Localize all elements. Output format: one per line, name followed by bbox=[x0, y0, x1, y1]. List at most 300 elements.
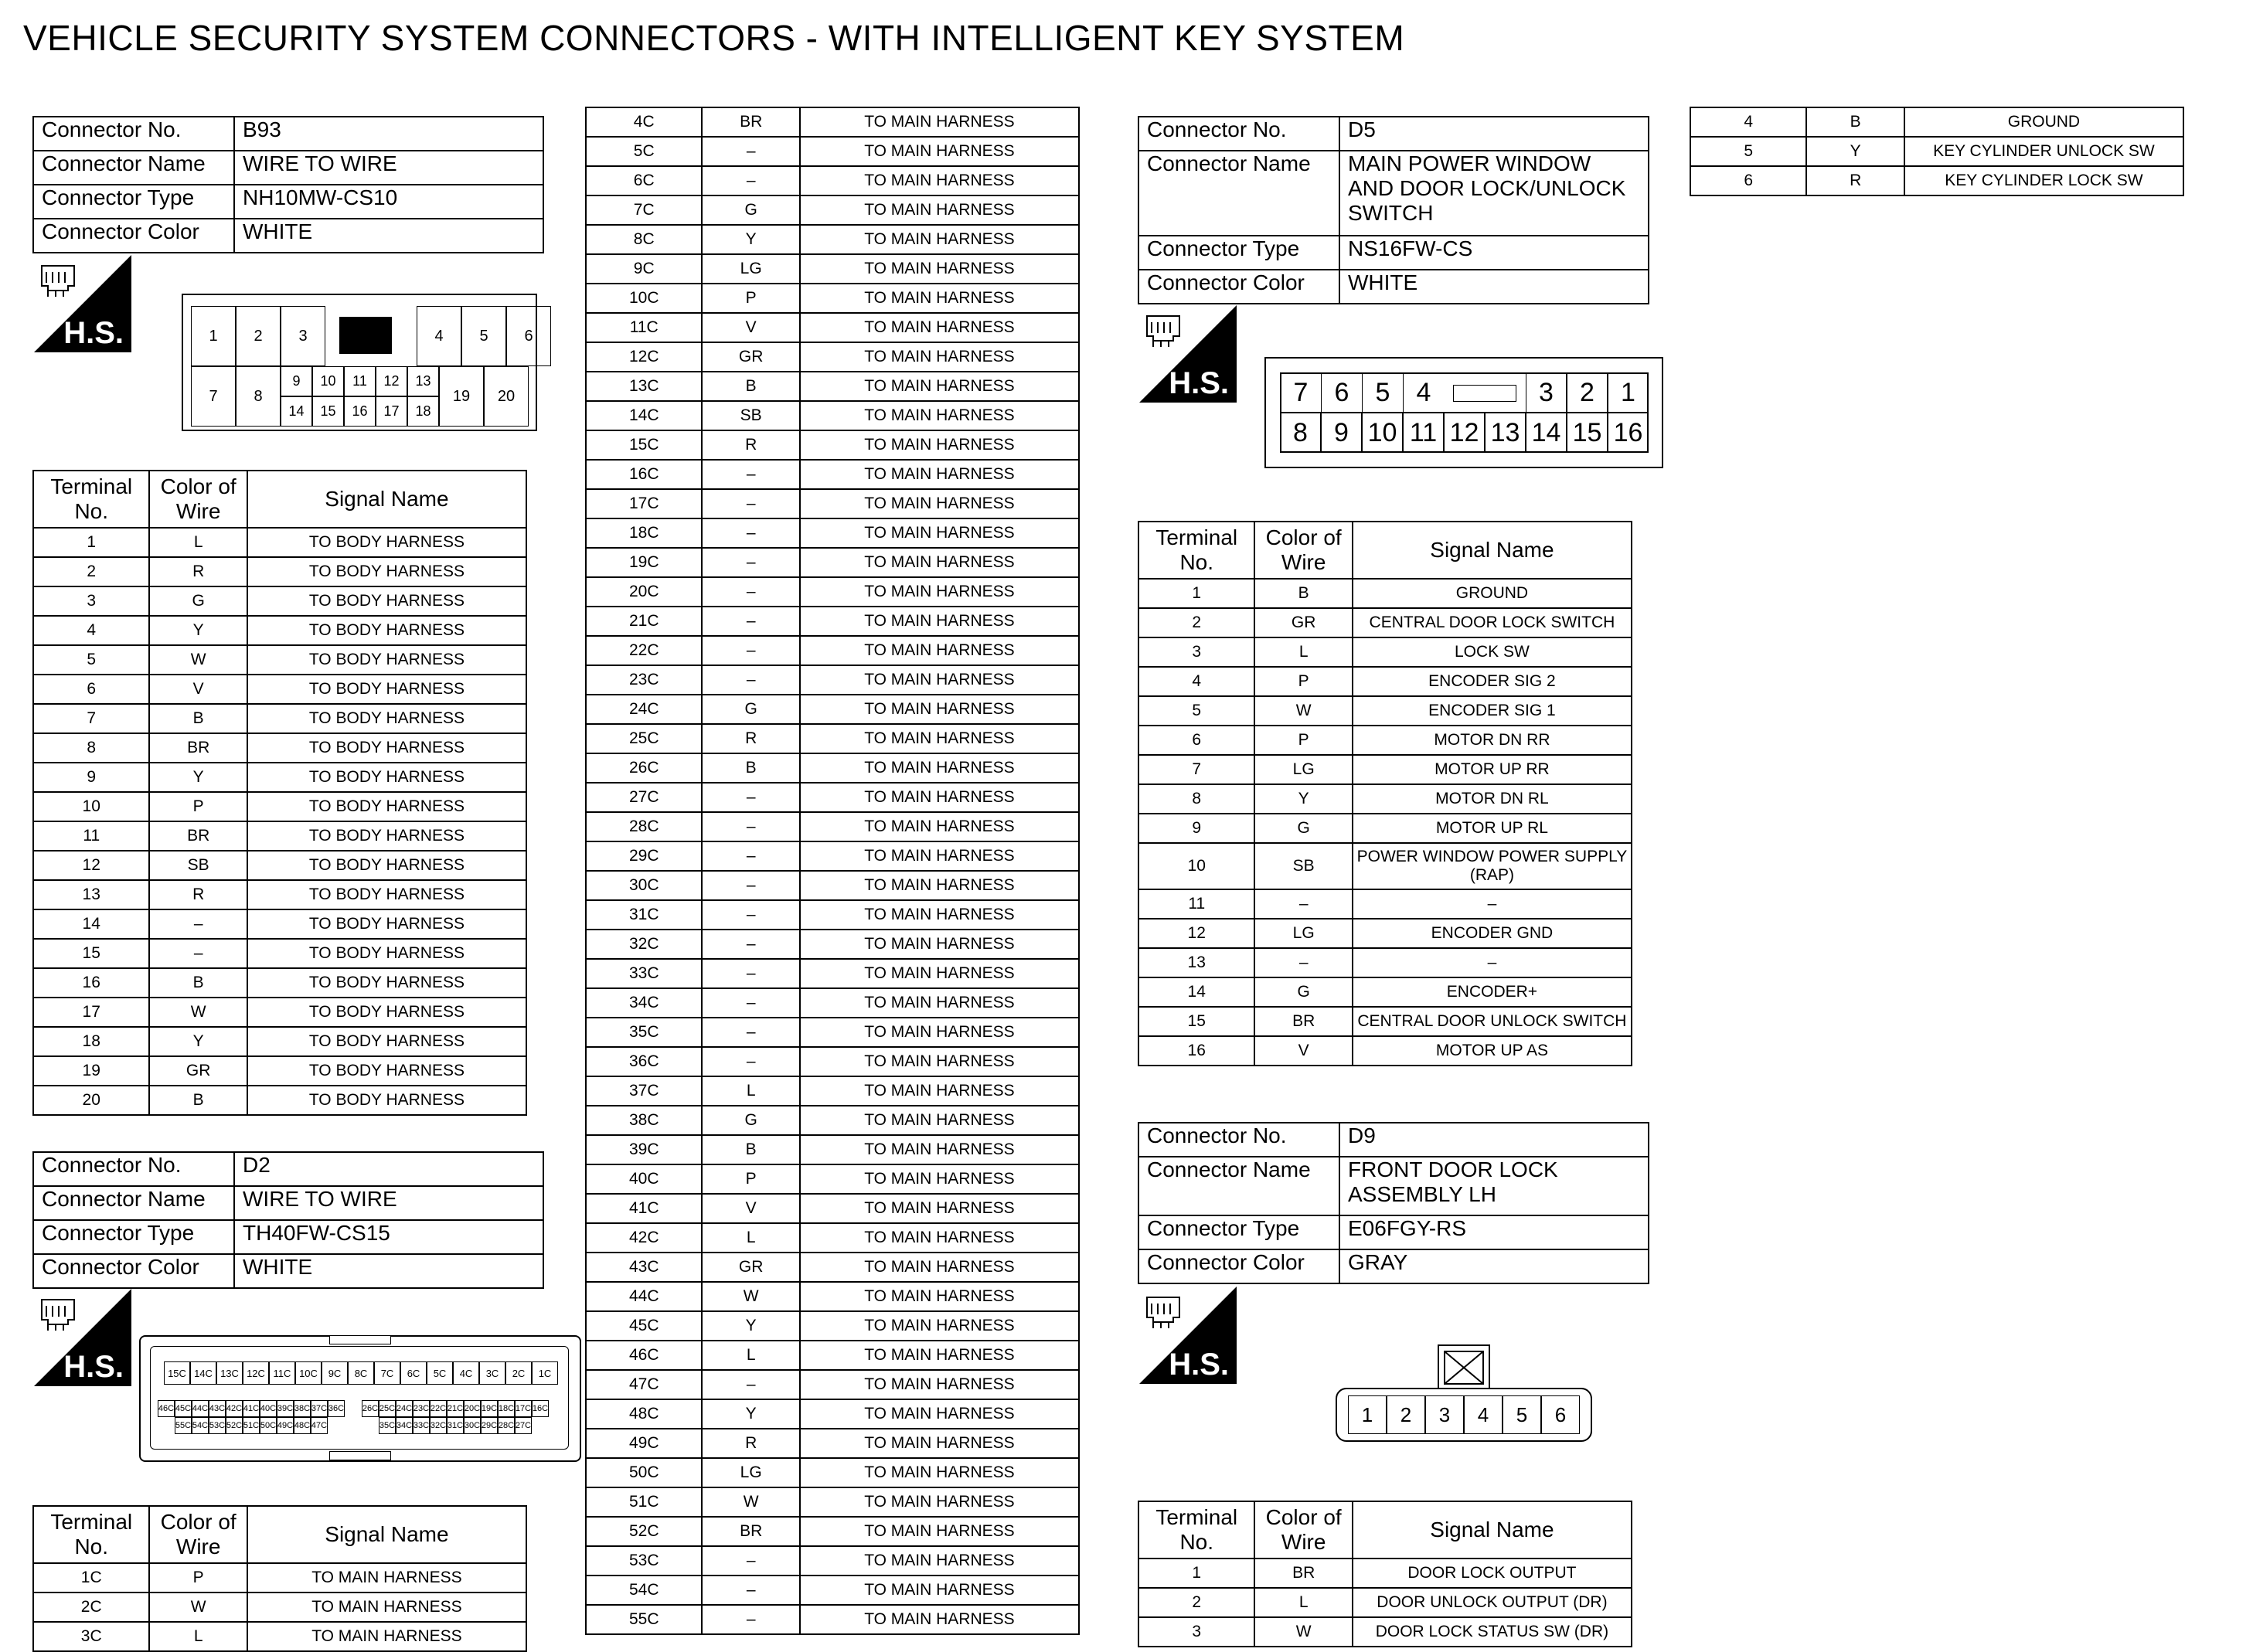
table-row bbox=[33, 968, 526, 998]
wire-color-cell: W bbox=[149, 1593, 247, 1622]
table-row bbox=[586, 342, 1079, 372]
table-row bbox=[586, 1194, 1079, 1223]
d9-name: FRONT DOOR LOCK ASSEMBLY LH bbox=[1339, 1157, 1649, 1215]
signal-name-cell: TO MAIN HARNESS bbox=[800, 1370, 1079, 1399]
terminal-no-cell: 20C bbox=[586, 577, 702, 607]
signal-name-cell: TO MAIN HARNESS bbox=[800, 401, 1079, 430]
label-connector-color: Connector Color bbox=[1138, 270, 1339, 304]
pin-cell: 15C bbox=[164, 1361, 190, 1385]
wire-color-cell: V bbox=[702, 313, 799, 342]
terminal-no-cell: 3 bbox=[1138, 637, 1254, 667]
terminal-no-cell: 5 bbox=[1138, 696, 1254, 726]
pin-cell: 7 bbox=[191, 366, 236, 427]
wire-color-cell: – bbox=[702, 930, 799, 959]
wire-color-cell: G bbox=[1254, 814, 1352, 843]
terminal-no-cell: 49C bbox=[586, 1429, 702, 1458]
terminal-no-cell: 42C bbox=[586, 1223, 702, 1253]
pin-cell: 28C bbox=[498, 1417, 515, 1434]
signal-name-cell: ENCODER GND bbox=[1353, 919, 1632, 948]
wire-color-cell: Y bbox=[149, 763, 247, 792]
label-connector-no: Connector No. bbox=[33, 1152, 234, 1186]
page-title: VEHICLE SECURITY SYSTEM CONNECTORS - WITH INTELLIGENT KEY SYSTEM bbox=[23, 18, 1405, 58]
label-connector-type: Connector Type bbox=[1138, 1215, 1339, 1249]
pin-cell: 15 bbox=[312, 396, 344, 427]
pin-cell: 45C bbox=[175, 1400, 192, 1417]
wire-color-cell: P bbox=[149, 792, 247, 821]
pin-cell: 30C bbox=[464, 1417, 481, 1434]
d5-name: MAIN POWER WINDOW AND DOOR LOCK/UNLOCK SWITCH bbox=[1339, 151, 1649, 236]
terminal-no-cell: 1 bbox=[1138, 1559, 1254, 1588]
signal-name-cell: TO BODY HARNESS bbox=[247, 998, 526, 1027]
wire-color-cell: – bbox=[702, 871, 799, 900]
wire-color-cell: – bbox=[149, 939, 247, 968]
table-row bbox=[33, 616, 526, 645]
signal-name-cell: TO MAIN HARNESS bbox=[247, 1563, 526, 1593]
label-connector-no: Connector No. bbox=[1138, 1123, 1339, 1157]
terminal-no-cell: 26C bbox=[586, 753, 702, 783]
table-row bbox=[586, 1047, 1079, 1076]
wire-color-cell: W bbox=[149, 998, 247, 1027]
signal-name-cell: TO MAIN HARNESS bbox=[800, 342, 1079, 372]
terminal-no-cell: 6 bbox=[1138, 726, 1254, 755]
wire-color-cell: G bbox=[702, 1106, 799, 1135]
terminal-no-cell: 46C bbox=[586, 1341, 702, 1370]
terminal-no-cell: 2 bbox=[33, 557, 149, 586]
signal-name-cell: ENCODER SIG 1 bbox=[1353, 696, 1632, 726]
pin-cell: 17C bbox=[515, 1400, 532, 1417]
signal-name-cell: KEY CYLINDER UNLOCK SW bbox=[1904, 137, 2183, 166]
table-row bbox=[1138, 1559, 1632, 1588]
signal-name-cell: TO MAIN HARNESS bbox=[800, 1311, 1079, 1341]
header-signal-name: Signal Name bbox=[1353, 522, 1632, 579]
terminal-no-cell: 43C bbox=[586, 1253, 702, 1282]
pin-cell: 16 bbox=[1608, 413, 1649, 453]
terminal-no-cell: 18 bbox=[33, 1027, 149, 1056]
terminal-no-cell: 53C bbox=[586, 1546, 702, 1576]
connector-latch bbox=[329, 1335, 391, 1344]
signal-name-cell: LOCK SW bbox=[1353, 637, 1632, 667]
signal-name-cell: TO MAIN HARNESS bbox=[800, 988, 1079, 1018]
label-connector-name: Connector Name bbox=[1138, 1157, 1339, 1215]
terminal-no-cell: 32C bbox=[586, 930, 702, 959]
table-row bbox=[1138, 1036, 1632, 1066]
signal-name-cell: – bbox=[1353, 889, 1632, 919]
pin-cell: 35C bbox=[379, 1417, 396, 1434]
signal-name-cell: TO BODY HARNESS bbox=[247, 1056, 526, 1086]
terminal-no-cell: 19 bbox=[33, 1056, 149, 1086]
wire-color-cell: B bbox=[149, 1086, 247, 1115]
wire-color-cell: SB bbox=[149, 851, 247, 880]
terminal-no-cell: 4C bbox=[586, 107, 702, 137]
signal-name-cell: MOTOR UP RR bbox=[1353, 755, 1632, 784]
pin-cell: 6 bbox=[1321, 372, 1362, 413]
signal-name-cell: TO MAIN HARNESS bbox=[800, 607, 1079, 636]
table-row bbox=[586, 1370, 1079, 1399]
pin-cell: 41C bbox=[243, 1400, 260, 1417]
terminal-no-cell: 4 bbox=[1690, 107, 1806, 137]
table-row bbox=[586, 665, 1079, 695]
wire-color-cell: – bbox=[702, 577, 799, 607]
pin-cell: 4 bbox=[1403, 372, 1444, 413]
wire-color-cell: – bbox=[702, 1605, 799, 1634]
pin-cell: 29C bbox=[481, 1417, 498, 1434]
table-row bbox=[33, 586, 526, 616]
signal-name-cell: TO MAIN HARNESS bbox=[800, 783, 1079, 812]
pin-cell: 9 bbox=[281, 366, 312, 396]
pin-cell: 3C bbox=[479, 1361, 505, 1385]
pin-cell: 43C bbox=[209, 1400, 226, 1417]
label-connector-type: Connector Type bbox=[33, 185, 234, 219]
table-row bbox=[586, 1106, 1079, 1135]
table-row bbox=[33, 1086, 526, 1115]
table-row bbox=[586, 636, 1079, 665]
signal-name-cell: CENTRAL DOOR LOCK SWITCH bbox=[1353, 608, 1632, 637]
wire-color-cell: R bbox=[702, 724, 799, 753]
terminal-no-cell: 1 bbox=[1138, 579, 1254, 608]
signal-name-cell: – bbox=[1353, 948, 1632, 977]
table-row bbox=[33, 939, 526, 968]
terminal-no-cell: 10C bbox=[586, 284, 702, 313]
terminal-no-cell: 54C bbox=[586, 1576, 702, 1605]
table-row bbox=[586, 607, 1079, 636]
signal-name-cell: TO MAIN HARNESS bbox=[800, 1546, 1079, 1576]
label-connector-color: Connector Color bbox=[33, 219, 234, 253]
pin-cell: 3 bbox=[1425, 1395, 1464, 1434]
terminal-no-cell: 5 bbox=[1690, 137, 1806, 166]
table-row bbox=[33, 733, 526, 763]
pin-cell: 24C bbox=[396, 1400, 413, 1417]
pin-cell: 27C bbox=[515, 1417, 532, 1434]
label-connector-name: Connector Name bbox=[33, 1186, 234, 1220]
wire-color-cell: – bbox=[702, 518, 799, 548]
pin-cell: 48C bbox=[294, 1417, 311, 1434]
pin-cell: 37C bbox=[311, 1400, 328, 1417]
wire-color-cell: R bbox=[149, 880, 247, 909]
terminal-no-cell: 1C bbox=[33, 1563, 149, 1593]
d9-color: GRAY bbox=[1339, 1249, 1649, 1283]
pin-cell: 6C bbox=[400, 1361, 427, 1385]
terminal-no-cell: 11 bbox=[1138, 889, 1254, 919]
wire-color-cell: R bbox=[702, 430, 799, 460]
signal-name-cell: TO BODY HARNESS bbox=[247, 851, 526, 880]
table-row bbox=[586, 1399, 1079, 1429]
table-row bbox=[1138, 667, 1632, 696]
wire-color-cell: W bbox=[1254, 1617, 1352, 1647]
signal-name-cell: TO MAIN HARNESS bbox=[800, 107, 1079, 137]
table-row bbox=[33, 1593, 526, 1622]
wire-color-cell: BR bbox=[702, 107, 799, 137]
pin-cell: 11 bbox=[1403, 413, 1444, 453]
table-row bbox=[586, 1164, 1079, 1194]
pin-cell: 11 bbox=[344, 366, 376, 396]
signal-name-cell: TO BODY HARNESS bbox=[247, 968, 526, 998]
pin-cell: 39C bbox=[277, 1400, 294, 1417]
wire-color-cell: L bbox=[149, 1622, 247, 1651]
terminal-no-cell: 15 bbox=[33, 939, 149, 968]
signal-name-cell: TO MAIN HARNESS bbox=[800, 489, 1079, 518]
wire-color-cell: Y bbox=[149, 616, 247, 645]
table-row bbox=[586, 518, 1079, 548]
label-connector-type: Connector Type bbox=[33, 1220, 234, 1254]
d2-no: D2 bbox=[234, 1152, 543, 1186]
header-color-of-wire: Color of Wire bbox=[149, 1506, 247, 1563]
pin-cell: 2 bbox=[1387, 1395, 1425, 1434]
wire-color-cell: B bbox=[149, 968, 247, 998]
pin-cell: 7C bbox=[374, 1361, 400, 1385]
signal-name-cell: TO MAIN HARNESS bbox=[800, 1282, 1079, 1311]
d5-color: WHITE bbox=[1339, 270, 1649, 304]
signal-name-cell: TO MAIN HARNESS bbox=[800, 137, 1079, 166]
signal-name-cell: TO MAIN HARNESS bbox=[800, 1135, 1079, 1164]
wire-color-cell: GR bbox=[1254, 608, 1352, 637]
terminal-no-cell: 14C bbox=[586, 401, 702, 430]
connector-diagram-d2 bbox=[139, 1335, 581, 1462]
pin-cell: 16 bbox=[344, 396, 376, 427]
table-row bbox=[33, 1622, 526, 1651]
header-color-of-wire: Color of Wire bbox=[1254, 1501, 1352, 1559]
terminal-no-cell: 13 bbox=[1138, 948, 1254, 977]
harness-side-icon bbox=[34, 255, 131, 352]
terminal-no-cell: 9 bbox=[1138, 814, 1254, 843]
pin-cell: 18 bbox=[407, 396, 439, 427]
table-row bbox=[1138, 755, 1632, 784]
terminal-no-cell: 19C bbox=[586, 548, 702, 577]
wire-color-cell: – bbox=[702, 607, 799, 636]
pin-cell: 36C bbox=[328, 1400, 345, 1417]
b93-type: NH10MW-CS10 bbox=[234, 185, 543, 219]
wire-color-cell: LG bbox=[1254, 919, 1352, 948]
wire-color-cell: Y bbox=[1254, 784, 1352, 814]
d9-type: E06FGY-RS bbox=[1339, 1215, 1649, 1249]
terminal-no-cell: 21C bbox=[586, 607, 702, 636]
terminal-no-cell: 13 bbox=[33, 880, 149, 909]
terminal-no-cell: 47C bbox=[586, 1370, 702, 1399]
table-row bbox=[586, 372, 1079, 401]
table-row bbox=[586, 313, 1079, 342]
table-row bbox=[586, 430, 1079, 460]
wire-color-cell: GR bbox=[149, 1056, 247, 1086]
table-row bbox=[586, 900, 1079, 930]
harness-side-icon bbox=[1139, 1287, 1237, 1384]
signal-name-cell: POWER WINDOW POWER SUPPLY (RAP) bbox=[1353, 843, 1632, 889]
signal-name-cell: TO MAIN HARNESS bbox=[800, 1487, 1079, 1517]
wire-color-cell: V bbox=[702, 1194, 799, 1223]
pin-cell: 10C bbox=[295, 1361, 322, 1385]
terminal-no-cell: 10 bbox=[33, 792, 149, 821]
terminal-no-cell: 51C bbox=[586, 1487, 702, 1517]
terminal-no-cell: 11 bbox=[33, 821, 149, 851]
signal-name-cell: TO BODY HARNESS bbox=[247, 1086, 526, 1115]
connector-latch bbox=[329, 1451, 391, 1460]
signal-name-cell: TO MAIN HARNESS bbox=[800, 577, 1079, 607]
terminal-no-cell: 15C bbox=[586, 430, 702, 460]
wire-color-cell: V bbox=[149, 675, 247, 704]
terminal-no-cell: 7 bbox=[1138, 755, 1254, 784]
signal-name-cell: DOOR LOCK OUTPUT bbox=[1353, 1559, 1632, 1588]
table-row bbox=[586, 783, 1079, 812]
pin-cell: 54C bbox=[192, 1417, 209, 1434]
pin-cell: 19C bbox=[481, 1400, 498, 1417]
terminal-no-cell: 27C bbox=[586, 783, 702, 812]
terminal-no-cell: 4 bbox=[1138, 667, 1254, 696]
signal-name-cell: MOTOR DN RR bbox=[1353, 726, 1632, 755]
terminal-no-cell: 41C bbox=[586, 1194, 702, 1223]
terminal-no-cell: 2 bbox=[1138, 608, 1254, 637]
terminal-no-cell: 31C bbox=[586, 900, 702, 930]
wire-color-cell: LG bbox=[702, 1458, 799, 1487]
pin-cell: 50C bbox=[260, 1417, 277, 1434]
pin-cell: 5 bbox=[1362, 372, 1403, 413]
b93-color: WHITE bbox=[234, 219, 543, 253]
wire-color-cell: GR bbox=[702, 342, 799, 372]
terminal-no-cell: 20 bbox=[33, 1086, 149, 1115]
signal-name-cell: TO MAIN HARNESS bbox=[800, 284, 1079, 313]
terminal-no-cell: 39C bbox=[586, 1135, 702, 1164]
d2-type: TH40FW-CS15 bbox=[234, 1220, 543, 1254]
pin-cell: 4C bbox=[453, 1361, 479, 1385]
label-connector-no: Connector No. bbox=[33, 117, 234, 151]
connector-diagram-d5 bbox=[1264, 357, 1663, 468]
signal-name-cell: TO MAIN HARNESS bbox=[247, 1593, 526, 1622]
wire-color-cell: – bbox=[702, 1018, 799, 1047]
wire-color-cell: – bbox=[702, 1576, 799, 1605]
d2-name: WIRE TO WIRE bbox=[234, 1186, 543, 1220]
connector-info-b93 bbox=[32, 116, 544, 253]
terminal-no-cell: 9 bbox=[33, 763, 149, 792]
pin-cell: 31C bbox=[447, 1417, 464, 1434]
table-row bbox=[586, 1253, 1079, 1282]
terminal-no-cell: 2 bbox=[1138, 1588, 1254, 1617]
signal-name-cell: CENTRAL DOOR UNLOCK SWITCH bbox=[1353, 1007, 1632, 1036]
wire-color-cell: Y bbox=[702, 1311, 799, 1341]
terminal-no-cell: 5C bbox=[586, 137, 702, 166]
table-row bbox=[33, 557, 526, 586]
pin-cell: 12C bbox=[243, 1361, 269, 1385]
signal-name-cell: TO BODY HARNESS bbox=[247, 675, 526, 704]
table-row bbox=[586, 489, 1079, 518]
wire-color-cell: – bbox=[702, 1370, 799, 1399]
table-row bbox=[33, 704, 526, 733]
pin-cell: 51C bbox=[243, 1417, 260, 1434]
wire-color-cell: L bbox=[1254, 637, 1352, 667]
pin-cell: 46C bbox=[158, 1400, 175, 1417]
signal-name-cell: MOTOR UP RL bbox=[1353, 814, 1632, 843]
signal-name-cell: TO MAIN HARNESS bbox=[800, 518, 1079, 548]
pin-cell: 8 bbox=[1280, 413, 1321, 453]
wire-color-cell: BR bbox=[1254, 1559, 1352, 1588]
table-row bbox=[586, 137, 1079, 166]
wire-color-cell: – bbox=[702, 548, 799, 577]
table-row bbox=[586, 959, 1079, 988]
pin-cell: 10 bbox=[312, 366, 344, 396]
signal-name-cell: TO MAIN HARNESS bbox=[800, 1253, 1079, 1282]
signal-name-cell: TO BODY HARNESS bbox=[247, 821, 526, 851]
header-terminal-no: Terminal No. bbox=[33, 471, 149, 528]
terminal-no-cell: 15 bbox=[1138, 1007, 1254, 1036]
table-row bbox=[586, 195, 1079, 225]
wire-color-cell: G bbox=[702, 695, 799, 724]
signal-name-cell: TO MAIN HARNESS bbox=[800, 1223, 1079, 1253]
wire-color-cell: P bbox=[702, 1164, 799, 1194]
pin-cell: 1C bbox=[532, 1361, 558, 1385]
pin-cell: 1 bbox=[191, 306, 236, 366]
table-row bbox=[586, 401, 1079, 430]
table-row bbox=[33, 821, 526, 851]
signal-name-cell: TO BODY HARNESS bbox=[247, 528, 526, 557]
pin-cell: 55C bbox=[175, 1417, 192, 1434]
signal-name-cell: TO BODY HARNESS bbox=[247, 557, 526, 586]
wire-color-cell: L bbox=[702, 1341, 799, 1370]
wire-color-cell: B bbox=[1254, 579, 1352, 608]
wire-color-cell: – bbox=[702, 1546, 799, 1576]
signal-name-cell: TO MAIN HARNESS bbox=[800, 724, 1079, 753]
terminal-no-cell: 11C bbox=[586, 313, 702, 342]
table-row bbox=[586, 577, 1079, 607]
table-row bbox=[33, 792, 526, 821]
pin-cell: 4 bbox=[417, 306, 461, 366]
terminal-no-cell: 12 bbox=[33, 851, 149, 880]
hs-label: H.S. bbox=[63, 1350, 124, 1384]
table-row bbox=[586, 1487, 1079, 1517]
pin-cell: 6 bbox=[1541, 1395, 1580, 1434]
table-row bbox=[586, 753, 1079, 783]
terminal-no-cell: 30C bbox=[586, 871, 702, 900]
signal-name-cell: TO MAIN HARNESS bbox=[800, 1047, 1079, 1076]
signal-name-cell: TO MAIN HARNESS bbox=[800, 1106, 1079, 1135]
signal-name-cell: TO MAIN HARNESS bbox=[800, 1576, 1079, 1605]
pin-cell: 20 bbox=[484, 366, 529, 427]
terminal-no-cell: 34C bbox=[586, 988, 702, 1018]
pin-cell: 4 bbox=[1464, 1395, 1503, 1434]
signal-name-cell: TO MAIN HARNESS bbox=[800, 1399, 1079, 1429]
label-connector-color: Connector Color bbox=[1138, 1249, 1339, 1283]
signal-name-cell: TO BODY HARNESS bbox=[247, 586, 526, 616]
terminal-table-d2-continued bbox=[585, 107, 1080, 1635]
terminal-no-cell: 3 bbox=[1138, 1617, 1254, 1647]
terminal-no-cell: 6C bbox=[586, 166, 702, 195]
terminal-table-d9-continued bbox=[1690, 107, 2184, 196]
terminal-no-cell: 44C bbox=[586, 1282, 702, 1311]
table-row bbox=[1690, 107, 2183, 137]
signal-name-cell: TO BODY HARNESS bbox=[247, 939, 526, 968]
wire-color-cell: W bbox=[1254, 696, 1352, 726]
wire-color-cell: BR bbox=[149, 733, 247, 763]
wire-color-cell: – bbox=[702, 841, 799, 871]
signal-name-cell: TO BODY HARNESS bbox=[247, 616, 526, 645]
table-row bbox=[586, 724, 1079, 753]
pin-cell: 7 bbox=[1280, 372, 1321, 413]
wire-color-cell: Y bbox=[702, 1399, 799, 1429]
pin-cell: 1 bbox=[1608, 372, 1649, 413]
signal-name-cell: TO BODY HARNESS bbox=[247, 909, 526, 939]
table-row bbox=[586, 1576, 1079, 1605]
wire-color-cell: G bbox=[149, 586, 247, 616]
table-row bbox=[586, 1282, 1079, 1311]
pin-cell: 6 bbox=[506, 306, 551, 366]
table-row bbox=[586, 871, 1079, 900]
terminal-no-cell: 16 bbox=[1138, 1036, 1254, 1066]
terminal-no-cell: 14 bbox=[1138, 977, 1254, 1007]
pin-cell: 52C bbox=[226, 1417, 243, 1434]
wire-color-cell: G bbox=[1254, 977, 1352, 1007]
terminal-no-cell: 16 bbox=[33, 968, 149, 998]
terminal-no-cell: 28C bbox=[586, 812, 702, 841]
pin-cell: 8C bbox=[348, 1361, 374, 1385]
wire-color-cell: B bbox=[702, 372, 799, 401]
signal-name-cell: KEY CYLINDER LOCK SW bbox=[1904, 166, 2183, 195]
wire-color-cell: – bbox=[702, 137, 799, 166]
pin-cell: 9C bbox=[322, 1361, 348, 1385]
